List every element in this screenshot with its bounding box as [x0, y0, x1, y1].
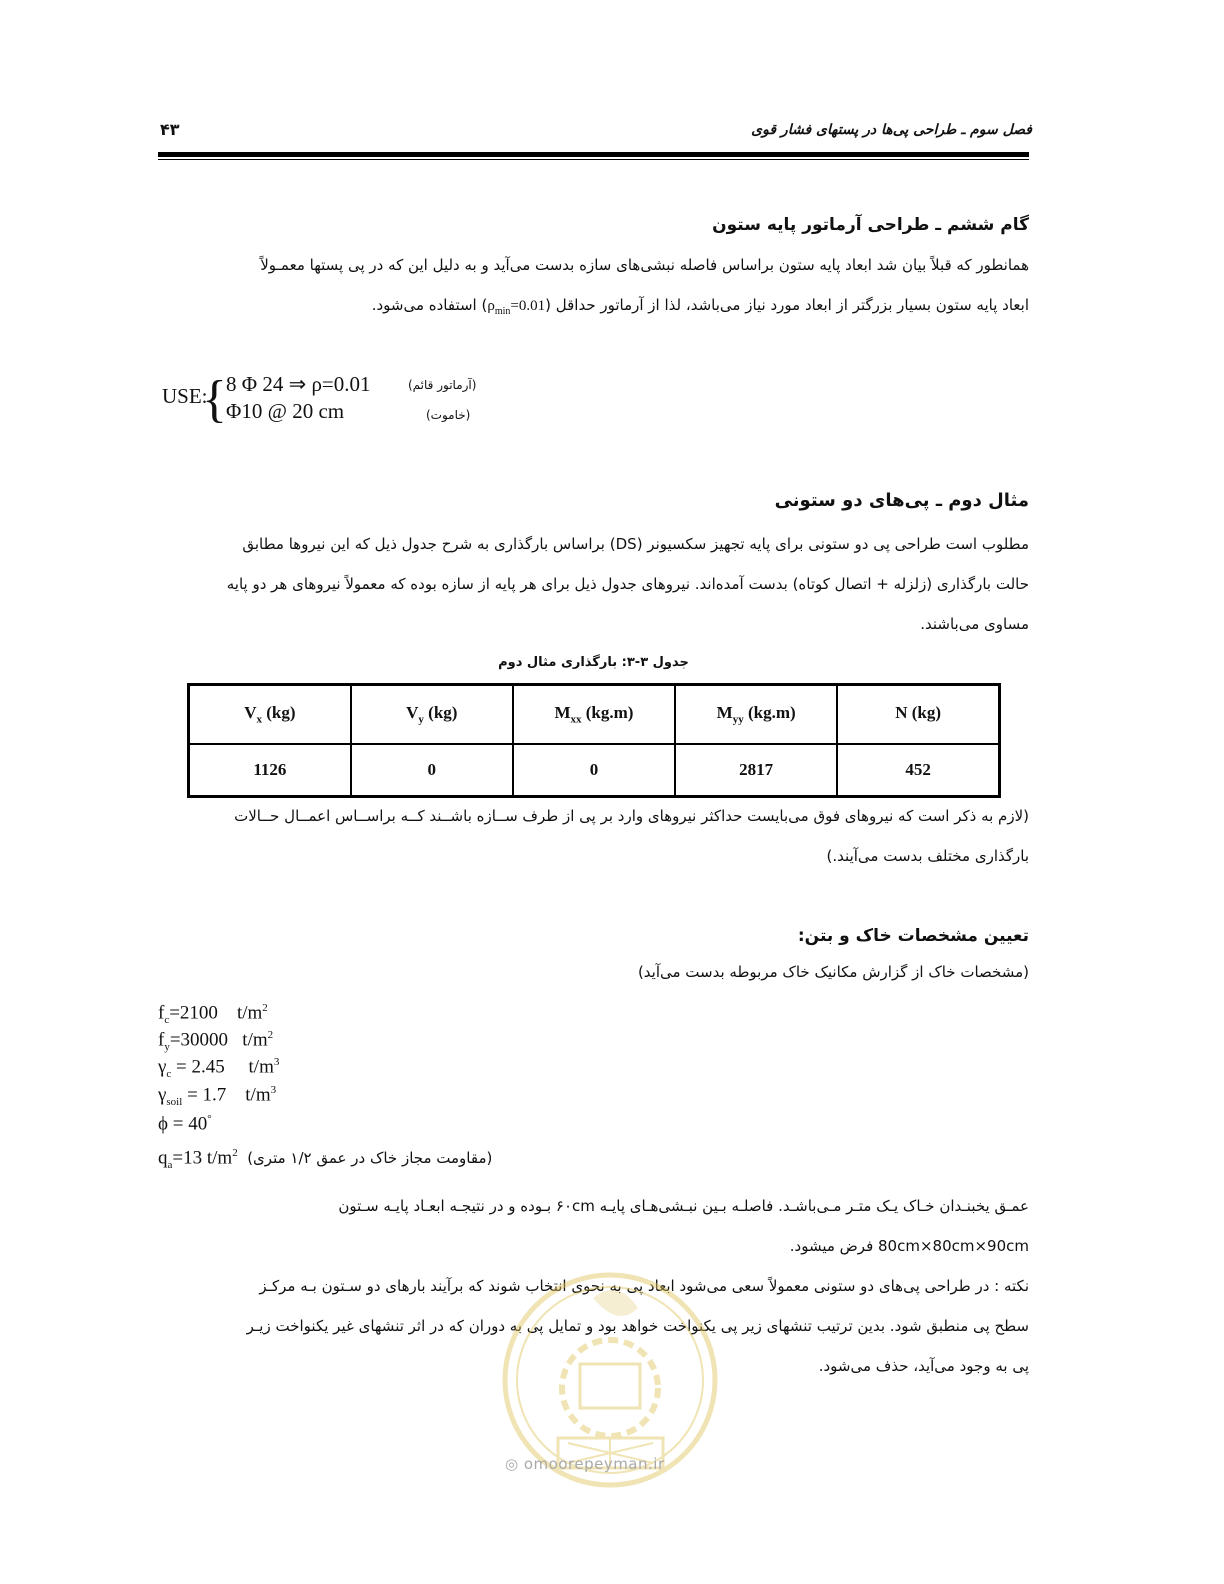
- prop-gamma-soil: $\gamma_{soil} = 1.7$ $t/m^3$: [158, 1084, 277, 1109]
- header-rule-thick: [158, 152, 1029, 157]
- table-row: [189, 744, 1000, 797]
- loads-table: [187, 683, 1001, 798]
- use-line2: Φ10 @ 20 cm: [226, 399, 345, 423]
- value-n: 452: [837, 744, 999, 797]
- value-myy: 2817: [675, 744, 837, 797]
- example2-heading: مثال دوم ـ پی‌های دو ستونی: [774, 490, 1029, 511]
- note-line1: نکته : در طراحی پی‌های دو ستونی معمولاً سعی می‌شود ابعاد پی به نحوی انتخاب شوند که برآیند بارهای دو سـتون بـه مرکـز: [259, 1277, 1029, 1295]
- step6-heading: گام ششم ـ طراحی آرماتور پایه ستون: [712, 215, 1029, 235]
- prop-phi: ϕ = 40°: [158, 1113, 212, 1135]
- use-note-stirrup: (خاموت): [426, 408, 471, 422]
- header-myy: $M_{yy}$ (kg.m): [675, 685, 837, 745]
- use-line1: 8 Φ 24 ⇒ ρ=0.01: [226, 372, 371, 396]
- step6-line1: همانطور که قبلاً بیان شد ابعاد پایه ستون براساس فاصله نبشی‌های سازه بدست می‌آید و به دلیل این که در پی پستها معمـولاً: [260, 256, 1029, 274]
- watermark-url: ◎ omoorepeyman.ir: [505, 1455, 665, 1473]
- note-line3: پی به وجود می‌آید، حذف می‌شود.: [818, 1357, 1029, 1375]
- rho-min-expression: $\rho_{min}=0.01$: [487, 298, 546, 317]
- use-note-vertical-rebar: (آرماتور قائم): [408, 378, 477, 392]
- table-note-line1: (لازم به ذکر است که نیروهای فوق می‌بایست حداکثر نیروهای وارد بر پی از طرف ســازه باشــند کــه براســاس اعمــال حــالات: [234, 807, 1029, 825]
- table-header-row: [189, 685, 1000, 745]
- header-vy: $V_y$ (kg): [351, 685, 513, 745]
- use-label: USE:: [162, 384, 208, 408]
- header-vx: $V_x$ (kg): [189, 685, 351, 745]
- prop-qa: $q_a=13$ $t/m^2$ (مقاومت مجاز خاک در عمق ۱/۲ متری): [158, 1147, 493, 1172]
- prop-fc: $f_c=2100$ $t/m^2$: [158, 1002, 268, 1027]
- table-caption: جدول ۳-۳: بارگذاری مثال دوم: [498, 655, 689, 670]
- page-number: ۴۳: [160, 120, 180, 139]
- frost-paragraph: [158, 1186, 1029, 1266]
- chapter-title: فصل سوم ـ طراحی پی‌ها در پستهای فشار قوی: [751, 122, 1032, 138]
- table-note: [158, 796, 1029, 876]
- note-line2: سطح پی منطبق شود. بدین ترتیب تنشهای زیر پی یکنواخت خواهد بود و تمایل پی به دوران که در اثر تنشهای غیر یکنواخت زیـر: [246, 1317, 1029, 1335]
- header-n: N (kg): [837, 685, 999, 745]
- header-rule-thin: [158, 159, 1029, 160]
- step6-line2: ابعاد پایه ستون بسیار بزرگتر از ابعاد مورد نیاز می‌باشد، لذا از آرماتور حداقل $(\rho_{min}=0.01)$ استفاده می‌شود.: [158, 285, 1029, 332]
- example2-line1: مطلوب است طراحی پی دو ستونی برای پایه تجهیز سکسیونر (DS) براساس بارگذاری به شرح جدول ذیل که این نیروها مطابق: [242, 535, 1029, 553]
- header-mxx: $M_{xx}$ (kg.m): [513, 685, 675, 745]
- prop-gamma-c: $\gamma_c = 2.45$ $t/m^3$: [158, 1056, 280, 1081]
- value-vy: 0: [351, 744, 513, 797]
- table-note-line2: بارگذاری مختلف بدست می‌آیند.): [826, 847, 1029, 865]
- frost-line2: 80cm×80cm×90cm فرض میشود.: [789, 1237, 1029, 1255]
- frost-line1: عمـق یخبنـدان خـاک یـک متـر مـی‌باشـد. فاصلـه بـین نبـشی‌هـای پایـه ۶۰cm بـوده و در نتیجـه ابعـاد پایـه سـتون: [338, 1197, 1029, 1215]
- value-vx: 1126: [189, 744, 351, 797]
- soil-subnote: (مشخصات خاک از گزارش مکانیک خاک مربوطه بدست می‌آید): [637, 963, 1029, 981]
- step6-paragraph: [158, 245, 1029, 332]
- example2-paragraph: [158, 524, 1029, 644]
- curly-brace: {: [202, 371, 227, 428]
- value-mxx: 0: [513, 744, 675, 797]
- soil-heading: تعیین مشخصات خاک و بتن:: [797, 926, 1029, 946]
- prop-fy: $f_y=30000$ $t/m^2$: [158, 1029, 274, 1054]
- example2-line3: مساوی می‌باشند.: [920, 615, 1029, 633]
- example2-line2: حالت بارگذاری (زلزله + اتصال کوتاه) بدست آمده‌اند. نیروهای جدول ذیل برای هر پایه از سازه بوده که معمولاً نیروهای هر دو پایه: [226, 575, 1029, 593]
